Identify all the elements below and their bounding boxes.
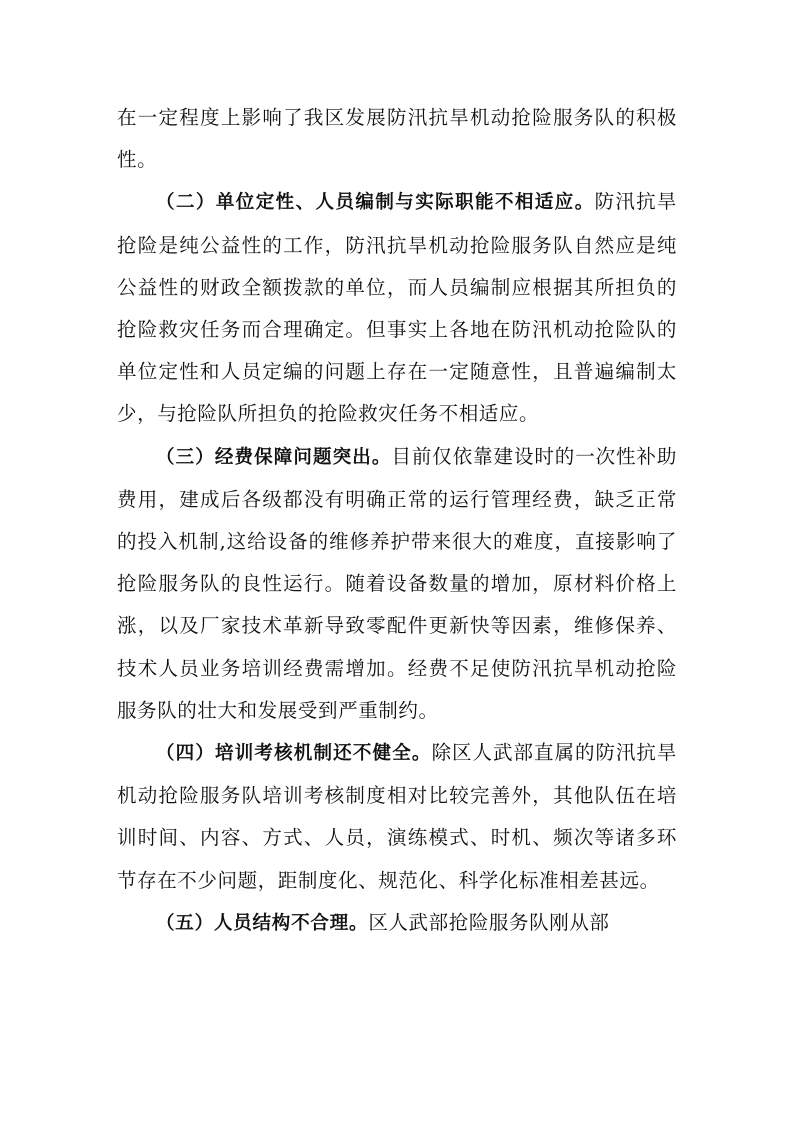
section-heading: （四）培训考核机制还不健全。	[156, 743, 432, 765]
paragraph-body: 区人武部抢险服务队刚从部	[368, 910, 610, 934]
paragraph-body: 防汛抗旱抢险是纯公益性的工作，防汛抗旱机动抢险服务队自然应是纯公益性的财政全额拨款的单位，而人员编制应根据其所担负的抢险救灾任务而合理确定。但事实上各地在防汛机动抢险队的单位定性和人员定编的问题上存在一定随意性，且普遍编制太少，与抢险队所担负的抢险救灾任务不相适应。	[117, 190, 677, 426]
section-heading: （三）经费保障问题突出。	[156, 446, 392, 468]
paragraph-section-4	[117, 732, 677, 902]
paragraph-section-3	[117, 436, 677, 732]
document-body	[117, 97, 677, 945]
paragraph-continuation	[117, 97, 677, 181]
paragraph-body: 除区人武部直属的防汛抗旱机动抢险服务队培训考核制度相对比较完善外，其他队伍在培训时间、内容、方式、人员，演练模式、时机、频次等诸多环节存在不少问题，距制度化、规范化、科学化标准相差甚远。	[117, 741, 677, 892]
paragraph-section-2	[117, 181, 677, 435]
paragraph-body: 在一定程度上影响了我区发展防汛抗旱机动抢险服务队的积极性。	[117, 106, 677, 172]
paragraph-section-5	[117, 902, 677, 945]
section-heading: （二）单位定性、人员编制与实际职能不相适应。	[156, 192, 595, 214]
paragraph-body: 目前仅依靠建设时的一次性补助费用，建成后各级都没有明确正常的运行管理经费，缺乏正常的投入机制,这给设备的维修养护带来很大的难度，直接影响了抢险服务队的良性运行。随着设备数量的增加，原材料价格上涨，以及厂家技术革新导致零配件更新快等因素，维修保养、技术人员业务培训经费需增加。经费不足使防汛抗旱机动抢险服务队的壮大和发展受到严重制约。	[117, 444, 677, 722]
section-heading: （五）人员结构不合理。	[156, 912, 369, 934]
